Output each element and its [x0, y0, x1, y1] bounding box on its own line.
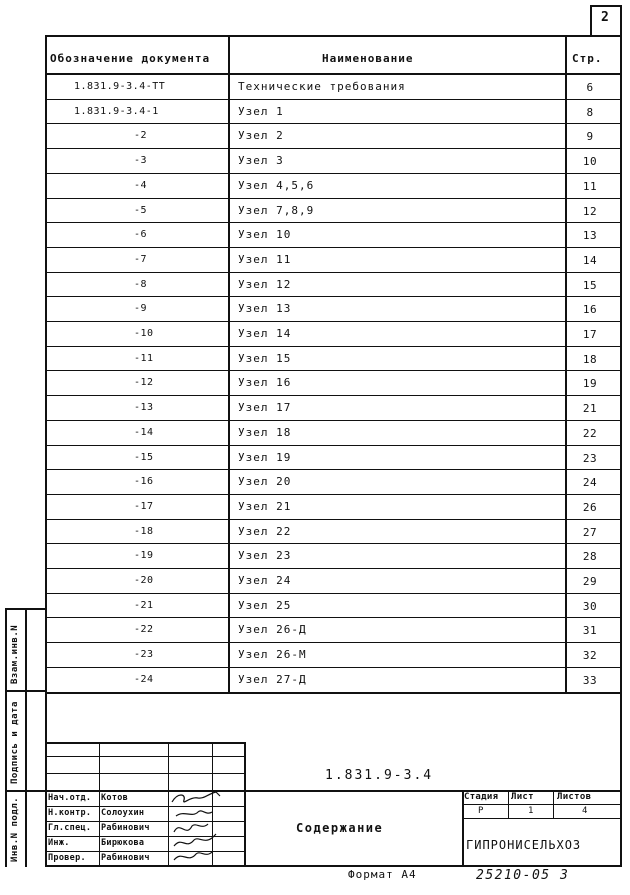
table-bottom-line	[45, 692, 622, 694]
row-name: Узел 23	[238, 549, 292, 562]
side-label-replaced: Взам.инв.N	[10, 624, 20, 684]
row-name: Узел 25	[238, 599, 292, 612]
row-code: -9	[134, 303, 148, 314]
row-page: 13	[582, 229, 598, 242]
row-code: -14	[134, 427, 154, 438]
row-line	[45, 321, 622, 322]
row-name: Узел 21	[238, 500, 292, 513]
row-name: Узел 10	[238, 228, 292, 241]
sheet-box-left	[590, 5, 592, 35]
tb-stage-line	[462, 804, 622, 805]
row-code: -3	[134, 155, 148, 166]
row-name: Узел 14	[238, 327, 292, 340]
row-code: -22	[134, 624, 154, 635]
sheet-box-top	[590, 5, 622, 7]
row-code: -11	[134, 353, 154, 364]
row-code: -23	[134, 649, 154, 660]
row-code: -7	[134, 254, 148, 265]
row-name: Узел 15	[238, 352, 292, 365]
row-code: -12	[134, 377, 154, 388]
row-name: Узел 12	[238, 278, 292, 291]
tb-sheet-value: 1	[528, 806, 534, 816]
row-code: 1.831.9-3.4-1	[74, 106, 159, 117]
row-page: 29	[582, 575, 598, 588]
row-page: 6	[586, 81, 594, 94]
row-line	[45, 519, 622, 520]
row-name: Узел 20	[238, 475, 292, 488]
row-code: -10	[134, 328, 154, 339]
row-code: -17	[134, 501, 154, 512]
header-page: Стр.	[572, 52, 603, 65]
row-page: 32	[582, 649, 598, 662]
row-page: 31	[582, 624, 598, 637]
row-code: -5	[134, 205, 148, 216]
header-designation: Обозначение документа	[50, 52, 211, 65]
row-page: 15	[582, 279, 598, 292]
row-name: Узел 3	[238, 154, 284, 167]
row-page: 12	[582, 205, 598, 218]
row-line	[45, 173, 622, 174]
tb-surname: Рабинович	[101, 823, 150, 833]
row-code: -13	[134, 402, 154, 413]
row-page: 19	[582, 377, 598, 390]
row-page: 16	[582, 303, 598, 316]
row-line	[45, 543, 622, 544]
row-page: 11	[582, 180, 598, 193]
tb-surname: Бирюкова	[101, 838, 145, 848]
row-page: 18	[582, 353, 598, 366]
tb-stage-line-2	[462, 818, 622, 819]
row-name: Узел 17	[238, 401, 292, 414]
frame-top	[45, 35, 622, 37]
row-name: Узел 4,5,6	[238, 179, 315, 192]
tb-vline-6	[508, 790, 509, 818]
row-code: -20	[134, 575, 154, 586]
tb-stage-value: Р	[478, 806, 484, 816]
row-line	[45, 222, 622, 223]
row-name: Узел 7,8,9	[238, 204, 315, 217]
row-page: 27	[582, 526, 598, 539]
row-line	[45, 445, 622, 446]
tb-line-3	[45, 773, 245, 774]
row-name: Узел 11	[238, 253, 292, 266]
row-code: 1.831.9-3.4-ТТ	[74, 81, 166, 92]
side-strip-top	[5, 608, 45, 610]
tb-doc-code: 1.831.9-3.4	[325, 768, 434, 783]
row-code: -24	[134, 674, 154, 685]
row-code: -19	[134, 550, 154, 561]
row-line	[45, 370, 622, 371]
tb-surname: Котов	[101, 793, 129, 803]
side-label-inventory: Инв.N подл.	[10, 796, 20, 862]
tb-vline-7	[553, 790, 554, 818]
row-name: Узел 2	[238, 129, 284, 142]
tb-sheet-label: Лист	[511, 792, 534, 802]
row-line	[45, 395, 622, 396]
row-code: -4	[134, 180, 148, 191]
row-page: 8	[586, 106, 594, 119]
row-name: Узел 1	[238, 105, 284, 118]
row-page: 17	[582, 328, 598, 341]
header-bottom-line	[45, 73, 622, 75]
row-page: 9	[586, 130, 594, 143]
side-strip-left	[5, 608, 7, 867]
col-sep-2	[565, 35, 567, 693]
tb-role: Провер.	[48, 853, 86, 863]
row-page: 33	[582, 674, 598, 687]
row-name: Узел 26-Д	[238, 623, 307, 636]
tb-role: Нач.отд.	[48, 793, 92, 803]
row-line	[45, 593, 622, 594]
row-page: 23	[582, 452, 598, 465]
tb-surname: Солоухин	[101, 808, 145, 818]
row-line	[45, 123, 622, 124]
header-name: Наименование	[322, 52, 414, 65]
row-page: 26	[582, 501, 598, 514]
row-name: Узел 16	[238, 376, 292, 389]
row-name: Узел 27-Д	[238, 673, 307, 686]
row-page: 21	[582, 402, 598, 415]
row-line	[45, 420, 622, 421]
footer-number: 25210-05 3	[476, 868, 570, 883]
tb-role: Гл.спец.	[48, 823, 92, 833]
row-name: Технические требования	[238, 80, 406, 93]
row-page: 10	[582, 155, 598, 168]
tb-role: Н.контр.	[48, 808, 92, 818]
row-page: 30	[582, 600, 598, 613]
row-name: Узел 13	[238, 302, 292, 315]
frame-bottom	[45, 865, 622, 867]
footer-format: Формат А4	[348, 868, 417, 881]
row-line	[45, 148, 622, 149]
row-line	[45, 494, 622, 495]
tb-sheets-value: 4	[582, 806, 588, 816]
row-code: -18	[134, 526, 154, 537]
row-code: -8	[134, 279, 148, 290]
side-strip-sep1	[5, 690, 45, 692]
row-line	[45, 568, 622, 569]
row-line	[45, 198, 622, 199]
row-name: Узел 26-М	[238, 648, 307, 661]
side-label-signature: Подпись и дата	[10, 701, 20, 784]
side-strip-mid	[25, 608, 27, 867]
row-code: -2	[134, 130, 148, 141]
row-line	[45, 99, 622, 100]
tb-line-2	[45, 756, 245, 757]
tb-title: Содержание	[296, 821, 384, 835]
row-line	[45, 617, 622, 618]
tb-stage-label: Стадия	[464, 792, 499, 802]
row-code: -21	[134, 600, 154, 611]
row-name: Узел 22	[238, 525, 292, 538]
row-name: Узел 24	[238, 574, 292, 587]
row-name: Узел 19	[238, 451, 292, 464]
signatures-image	[168, 790, 228, 867]
tb-line-4	[45, 790, 622, 792]
row-code: -16	[134, 476, 154, 487]
row-code: -15	[134, 452, 154, 463]
tb-vline-4	[244, 742, 246, 867]
row-page: 14	[582, 254, 598, 267]
tb-sheets-label: Листов	[557, 792, 592, 802]
col-sep-1	[228, 35, 230, 693]
row-name: Узел 18	[238, 426, 292, 439]
tb-organization: ГИПРОНИСЕЛЬХОЗ	[466, 838, 582, 852]
sheet-number: 2	[601, 10, 610, 25]
side-strip-sep2	[5, 790, 45, 792]
tb-surname: Рабинович	[101, 853, 150, 863]
row-line	[45, 642, 622, 643]
row-page: 28	[582, 550, 598, 563]
row-code: -6	[134, 229, 148, 240]
row-line	[45, 247, 622, 248]
frame-right	[620, 5, 622, 867]
tb-role: Инж.	[48, 838, 70, 848]
tb-vline-1	[99, 742, 100, 867]
tb-line-1	[45, 742, 245, 744]
row-line	[45, 272, 622, 273]
row-line	[45, 667, 622, 668]
row-page: 24	[582, 476, 598, 489]
row-line	[45, 469, 622, 470]
row-page: 22	[582, 427, 598, 440]
row-line	[45, 296, 622, 297]
row-line	[45, 346, 622, 347]
